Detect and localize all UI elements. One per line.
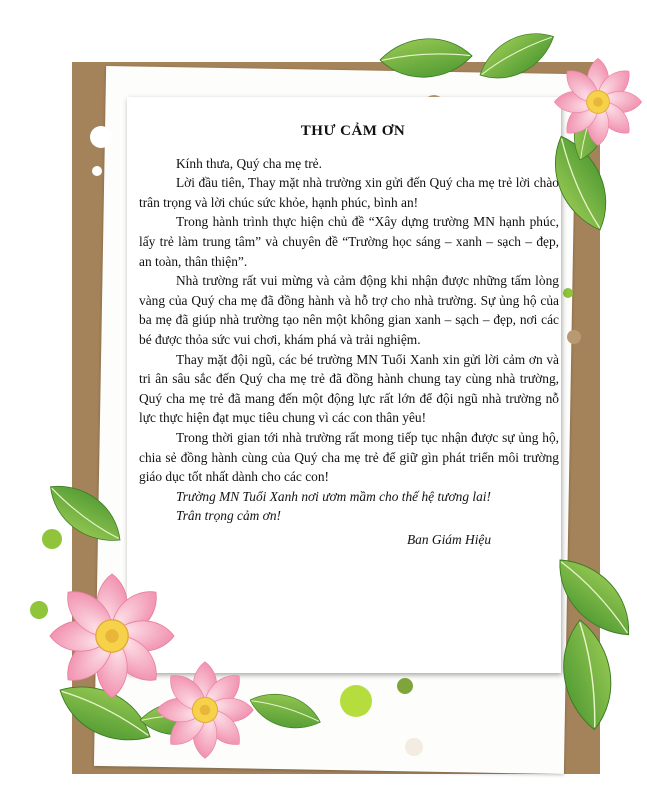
green-leaf: [246, 679, 325, 743]
thank-you-letter: [139, 122, 559, 549]
pink-flower: [157, 662, 254, 759]
letter-paragraph: Lời đầu tiên, Thay mặt nhà trường xin gửi đến Quý cha mẹ trẻ lời chào trân trọng và lời chúc sức khỏe, hạnh phúc, bình an!: [139, 175, 559, 210]
green-leaf: [558, 619, 616, 731]
pink-flower: [554, 58, 641, 145]
green-leaf: [43, 468, 128, 558]
letter-title: THƯ CẢM ƠN: [300, 123, 406, 139]
signature: Ban Giám Hiệu: [407, 531, 492, 547]
green-leaf: [473, 28, 561, 84]
letter-paragraph: Thay mặt đội ngũ, các bé trường MN Tuổi Xanh xin gửi lời cảm ơn và tri ân sâu sắc đến Quý cha mẹ trẻ đã đồng hành chung tay cùng nhà trường, Quý cha mẹ trẻ đã mang đến một động lực rất lớn để đội ngũ nhà trường nỗ lực thực hiện đạt mục tiêu chung vì các con thân yêu!: [139, 351, 559, 426]
closing-line: Trân trọng cảm ơn!: [176, 508, 281, 524]
letter-paragraph: Trong hành trình thực hiện chủ đề “Xây dựng trường MN hạnh phúc, lấy trẻ làm trung tâm” và chuyên đề “Trường học sáng – xanh – sạch – đẹp, an toàn, thân thiện”.: [139, 214, 559, 269]
letter-paragraph: Nhà trường rất vui mừng và cảm động khi nhận được những tấm lòng vàng của Quý cha mẹ đã đồng hành và hỗ trợ cho nhà trường. Sự ủng hộ của ba mẹ đã giúp nhà trường tạo nên một không gian xanh – sạch – đẹp, nơi các bé được thỏa sức vui chơi, khám phá và trải nghiệm.: [139, 273, 559, 347]
green-leaf: [378, 30, 474, 86]
letter-paragraph: Trong thời gian tới nhà trường rất mong tiếp tục nhận được sự ủng hộ, chia sẻ đồng hành cùng của Quý cha mẹ trẻ để giữ gìn phát triển môi trường giáo dục tốt nhất dành cho các con!: [139, 429, 559, 485]
school-slogan: Trường MN Tuổi Xanh nơi ươm mầm cho thế hệ tương lai!: [176, 488, 491, 504]
letter-paragraph: Kính thưa, Quý cha mẹ trẻ.: [176, 155, 322, 171]
pink-flower: [50, 574, 174, 698]
